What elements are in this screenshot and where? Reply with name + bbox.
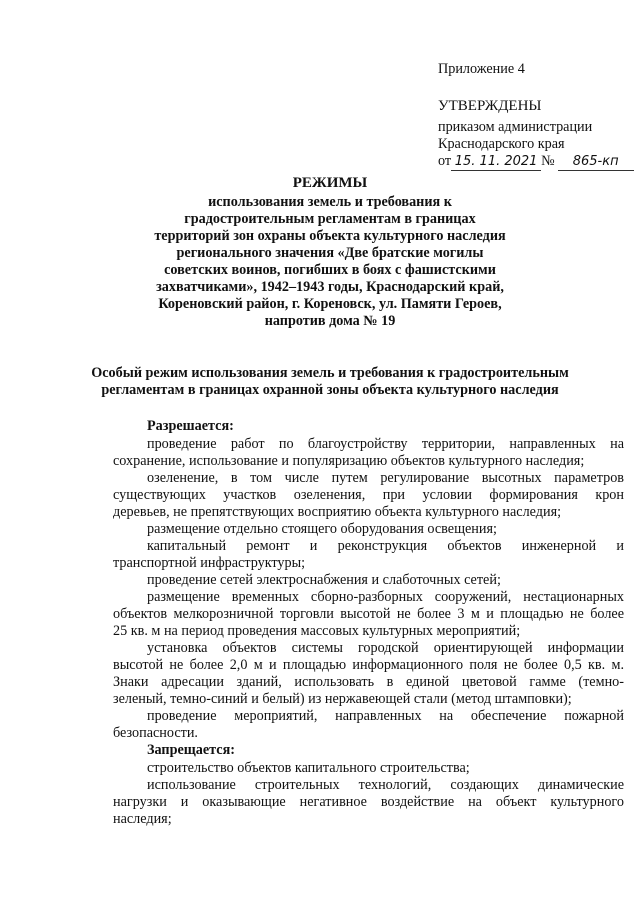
- allowed-line: существующих участков озеленения, при условии формирования крон: [113, 487, 624, 503]
- allowed-line: размещение временных сборно-разборных сооружений, нестационарных: [147, 589, 624, 605]
- title-line-6: захватчиками», 1942–1943 годы, Краснодарский край,: [156, 279, 504, 295]
- title-line-5: советских воинов, погибших в боях с фашистскими: [164, 262, 496, 278]
- title-line-2: градостроительным регламентам в границах: [184, 211, 476, 227]
- allowed-line: объектов мелкорозничной торговли высотой не более 3 м и площадью не более: [113, 606, 624, 622]
- allowed-line: зеленый, темно-синий и белый) из нержавеющей стали (метод штамповки);: [113, 691, 572, 707]
- order-line-2: Краснодарского края: [438, 136, 565, 152]
- allowed-line: капитальный ремонт и реконструкция объектов инженерной и: [147, 538, 624, 554]
- section-heading-line-1: Особый режим использования земель и требования к градостроительным: [91, 365, 569, 381]
- allowed-line: 25 кв. м на период проведения массовых культурных мероприятий;: [113, 623, 521, 639]
- allowed-line: проведение работ по благоустройству территории, направленных на: [147, 436, 624, 452]
- title-line-4: регионального значения «Две братские могилы: [176, 245, 484, 261]
- title-line-7: Кореновский район, г. Кореновск, ул. Памяти Героев,: [158, 296, 502, 312]
- date-prefix: от: [438, 153, 452, 169]
- allowed-line: размещение отдельно стоящего оборудования освещения;: [147, 521, 497, 537]
- allowed-line: транспортной инфраструктуры;: [113, 555, 306, 571]
- allowed-line: озеленение, в том числе путем регулирование высотных параметров: [147, 470, 624, 486]
- handwritten-number: 865-кп: [558, 153, 634, 171]
- number-prefix: №: [541, 153, 555, 169]
- section-heading-line-2: регламентам в границах охранной зоны объекта культурного наследия: [101, 382, 559, 398]
- allowed-heading: Разрешается:: [147, 418, 234, 434]
- approved-label: УТВЕРЖДЕНЫ: [438, 98, 542, 114]
- appendix-label: Приложение 4: [438, 61, 525, 77]
- allowed-line: проведение мероприятий, направленных на обеспечение пожарной: [147, 708, 624, 724]
- allowed-line: безопасности.: [113, 725, 198, 741]
- document-title: РЕЖИМЫ: [292, 175, 368, 191]
- forbidden-line: нагрузки и оказывающие негативное воздействие на объект культурного: [113, 794, 624, 810]
- allowed-line: Знаки адресации зданий, использовать в единой цветовой гамме (темно-: [113, 674, 624, 690]
- forbidden-line: использование строительных технологий, создающих динамические: [147, 777, 624, 793]
- allowed-line: проведение сетей электроснабжения и слаботочных сетей;: [147, 572, 501, 588]
- allowed-line: сохранение, использование и популяризацию объектов культурного наследия;: [113, 453, 585, 469]
- order-date-line: [438, 153, 634, 171]
- title-line-3: территорий зон охраны объекта культурного наследия: [154, 228, 506, 244]
- forbidden-line: строительство объектов капитального строительства;: [147, 760, 470, 776]
- title-line-8: напротив дома № 19: [264, 313, 396, 329]
- order-line-1: приказом администрации: [438, 119, 593, 135]
- forbidden-line: наследия;: [113, 811, 172, 827]
- title-line-1: использования земель и требования к: [208, 194, 452, 210]
- handwritten-date: 15. 11. 2021: [451, 153, 541, 171]
- forbidden-heading: Запрещается:: [147, 742, 235, 758]
- allowed-line: установка объектов системы городской ориентирующей информации: [147, 640, 624, 656]
- allowed-line: высотой не более 2,0 м и площадью информационного поля не более 0,5 кв. м.: [113, 657, 624, 673]
- allowed-line: деревьев, не препятствующих восприятию объекта культурного наследия;: [113, 504, 562, 520]
